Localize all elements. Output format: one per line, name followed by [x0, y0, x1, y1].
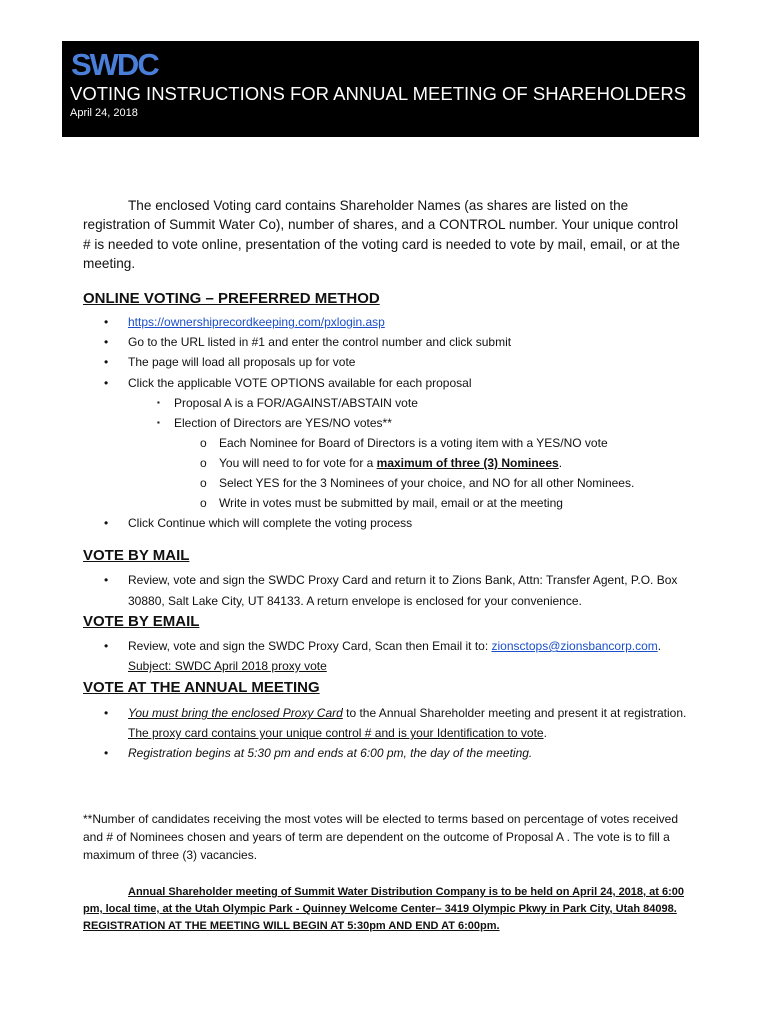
bullet-icon: • — [104, 376, 109, 390]
online-sub-2: Election of Directors are YES/NO votes** — [174, 416, 392, 430]
online-subsub-1: Each Nominee for Board of Directors is a voting item with a YES/NO vote — [219, 436, 608, 450]
bullet-icon: • — [104, 355, 109, 369]
email-instructions — [128, 636, 688, 656]
square-bullet-icon: ▪ — [157, 418, 160, 427]
subsub2-pre: You will need to for vote for a — [219, 456, 377, 470]
online-subsub-4: Write in votes must be submitted by mail, email or at the meeting — [219, 496, 563, 510]
circle-bullet-icon: o — [200, 456, 207, 470]
bullet-icon: • — [104, 315, 109, 329]
login-url-link[interactable]: https://ownershiprecordkeeping.com/pxlogin.asp — [128, 315, 385, 329]
bullet-icon: • — [104, 573, 109, 587]
email-subject — [128, 656, 688, 676]
meeting-item-2: Registration begins at 5:30 pm and ends at 6:00 pm, the day of the meeting. — [128, 746, 533, 760]
email-address-link[interactable]: zionsctops@zionsbancorp.com — [491, 639, 658, 653]
online-step-2: Go to the URL listed in #1 and enter the control number and click submit — [128, 335, 512, 349]
vote-at-meeting-heading: VOTE AT THE ANNUAL MEETING — [83, 679, 320, 696]
swdc-logo: SWDC — [71, 47, 158, 82]
header-banner — [62, 41, 699, 137]
email-text-post: . — [657, 639, 662, 653]
header-date: April 24, 2018 — [70, 107, 138, 119]
online-voting-heading: ONLINE VOTING – PREFERRED METHOD — [83, 290, 380, 307]
proxy-card-id-text: The proxy card contains your unique control # and is your Identification to vote — [128, 726, 544, 740]
meeting-item1-mid: to the Annual Shareholder meeting and present it at registration. — [342, 706, 687, 720]
bullet-icon: • — [104, 335, 109, 349]
intro-text: The enclosed Voting card contains Shareholder Names (as shares are listed on the registration of Summit Water Co), number of shares, and a CONTROL number. Your unique control # is needed to vote online, presentation of the voting card is needed to vote by mail, email, or at the meeting. — [83, 198, 680, 271]
online-subsub-3: Select YES for the 3 Nominees of your choice, and NO for all other Nominees. — [219, 476, 635, 490]
subsub2-post: . — [558, 456, 563, 470]
circle-bullet-icon: o — [200, 476, 207, 490]
page-title: VOTING INSTRUCTIONS FOR ANNUAL MEETING OF SHAREHOLDERS — [70, 83, 687, 104]
online-step-5: Click Continue which will complete the voting process — [128, 516, 413, 530]
email-subject-text: Subject: SWDC April 2018 proxy vote — [128, 659, 327, 673]
bullet-icon: • — [104, 746, 109, 760]
online-subsub-2 — [219, 453, 562, 473]
circle-bullet-icon: o — [200, 496, 207, 510]
meeting-announcement — [83, 884, 693, 935]
footnote: **Number of candidates receiving the most votes will be elected to terms based on percentage of votes received and # of Nominees chosen and years of term are dependent on the outcome of Proposal A . The vote is to fill a maximum of three (3) vacancies. — [83, 812, 678, 862]
vote-by-mail-heading: VOTE BY MAIL — [83, 547, 190, 564]
circle-bullet-icon: o — [200, 436, 207, 450]
square-bullet-icon: ▪ — [157, 398, 160, 407]
meeting-item1-post: . — [543, 726, 547, 740]
online-step-3: The page will load all proposals up for vote — [128, 355, 356, 369]
bullet-icon: • — [104, 639, 109, 653]
bring-proxy-card-text: You must bring the enclosed Proxy Card — [128, 706, 343, 720]
email-text-pre: Review, vote and sign the SWDC Proxy Card, Scan then Email it to: — [128, 639, 492, 653]
vote-by-email-heading: VOTE BY EMAIL — [83, 613, 200, 630]
online-step-4: Click the applicable VOTE OPTIONS available for each proposal — [128, 376, 472, 390]
meeting-item-1 — [128, 703, 688, 743]
announcement-text: Annual Shareholder meeting of Summit Water Distribution Company is to be held on April 24, 2018, at 6:00 pm, local time, at the Utah Olympic Park - Quinney Welcome Center– 3419 Olympic Pkwy in Park City, Utah 84098. REGISTRATION AT THE MEETING WILL BEGIN AT 5:30pm AND END AT 6:00pm. — [83, 886, 684, 932]
bullet-icon: • — [104, 516, 109, 530]
bullet-icon: • — [104, 706, 109, 720]
online-sub-1: Proposal A is a FOR/AGAINST/ABSTAIN vote — [174, 396, 418, 410]
max-nominees-emphasis: maximum of three (3) Nominees — [376, 456, 559, 470]
online-step-url — [128, 312, 688, 332]
intro-paragraph — [83, 196, 683, 273]
mail-instructions: Review, vote and sign the SWDC Proxy Card and return it to Zions Bank, Attn: Transfer Agent, P.O. Box 30880, Salt Lake City, UT 84133. A return envelope is enclosed for your convenience. — [128, 573, 678, 608]
